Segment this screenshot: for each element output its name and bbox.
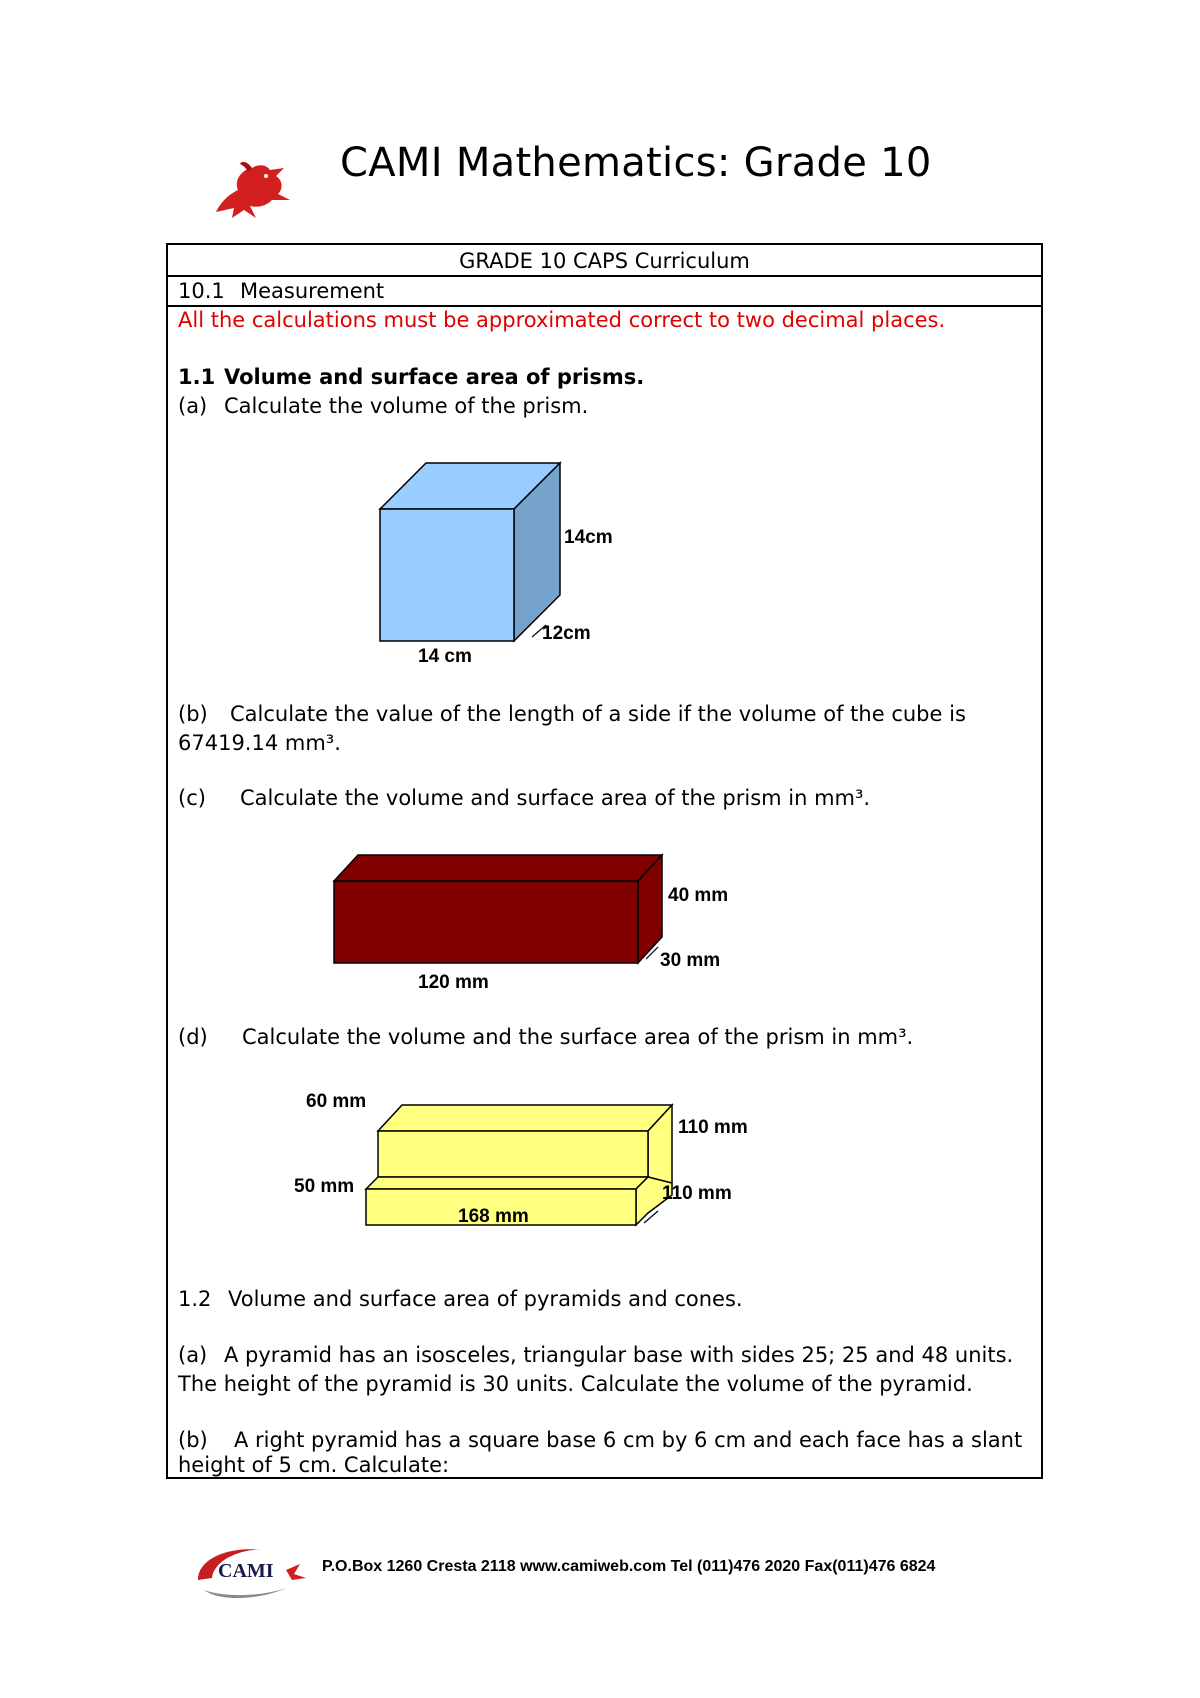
subquestion-text: A pyramid has an isosceles, triangular base with sides 25; 25 and 48 units. bbox=[224, 1343, 1014, 1367]
question-number: 1.1 bbox=[178, 365, 216, 389]
box-length-label: 120 mm bbox=[418, 972, 489, 993]
cube-depth-label: 12cm bbox=[542, 623, 591, 644]
cube-height-label: 14cm bbox=[564, 527, 613, 548]
subquestion-label: (b) bbox=[178, 1428, 208, 1452]
dragon-logo-icon bbox=[212, 160, 294, 222]
box-height-label: 40 mm bbox=[668, 885, 729, 906]
section-number: 10.1 bbox=[178, 279, 225, 303]
subquestion-text: Calculate the value of the length of a side if the volume of the cube is bbox=[230, 702, 966, 726]
question-title: Volume and surface area of pyramids and cones. bbox=[228, 1287, 743, 1311]
step-bottom-height-label: 50 mm bbox=[294, 1176, 355, 1197]
subquestion-text: A right pyramid has a square base 6 cm by 6 cm and each face has a slant bbox=[234, 1428, 1023, 1452]
question-title: Volume and surface area of prisms. bbox=[224, 365, 645, 389]
footer-logo-text: CAMI bbox=[218, 1560, 274, 1582]
subquestion-text: Calculate the volume of the prism. bbox=[224, 394, 589, 418]
box-depth-label: 30 mm bbox=[660, 950, 721, 971]
subquestion-text: Calculate the volume and the surface area of the prism in mm³. bbox=[242, 1025, 914, 1049]
subquestion-label: (c) bbox=[178, 786, 206, 810]
subquestion-text: 67419.14 mm³. bbox=[178, 731, 341, 755]
subquestion-label: (b) bbox=[178, 702, 208, 726]
question-number: 1.2 bbox=[178, 1287, 212, 1311]
footer-contact: P.O.Box 1260 Cresta 2118 www.camiweb.com Tel (011)476 2020 Fax(011)476 6824 bbox=[322, 1558, 936, 1575]
subquestion-label: (a) bbox=[178, 394, 208, 418]
cami-footer-logo bbox=[190, 1540, 308, 1604]
curriculum-header: GRADE 10 CAPS Curriculum bbox=[459, 249, 750, 273]
step-top-depth-label: 110 mm bbox=[678, 1117, 748, 1138]
cube-width-label: 14 cm bbox=[418, 646, 472, 667]
page-title: CAMI Mathematics: Grade 10 bbox=[340, 140, 932, 186]
subquestion-label: (a) bbox=[178, 1343, 208, 1367]
step-top-width-label: 60 mm bbox=[306, 1091, 367, 1112]
subquestion-text: The height of the pyramid is 30 units. Calculate the volume of the pyramid. bbox=[178, 1372, 973, 1396]
section-title: Measurement bbox=[240, 279, 385, 303]
subquestion-label: (d) bbox=[178, 1025, 208, 1049]
subquestion-text: height of 5 cm. Calculate: bbox=[178, 1453, 450, 1477]
step-bottom-depth-label: 110 mm bbox=[662, 1183, 732, 1204]
worksheet-table bbox=[166, 243, 1043, 1479]
instruction-text: All the calculations must be approximated correct to two decimal places. bbox=[178, 308, 946, 332]
step-length-label: 168 mm bbox=[458, 1206, 529, 1227]
subquestion-text: Calculate the volume and surface area of the prism in mm³. bbox=[240, 786, 871, 810]
